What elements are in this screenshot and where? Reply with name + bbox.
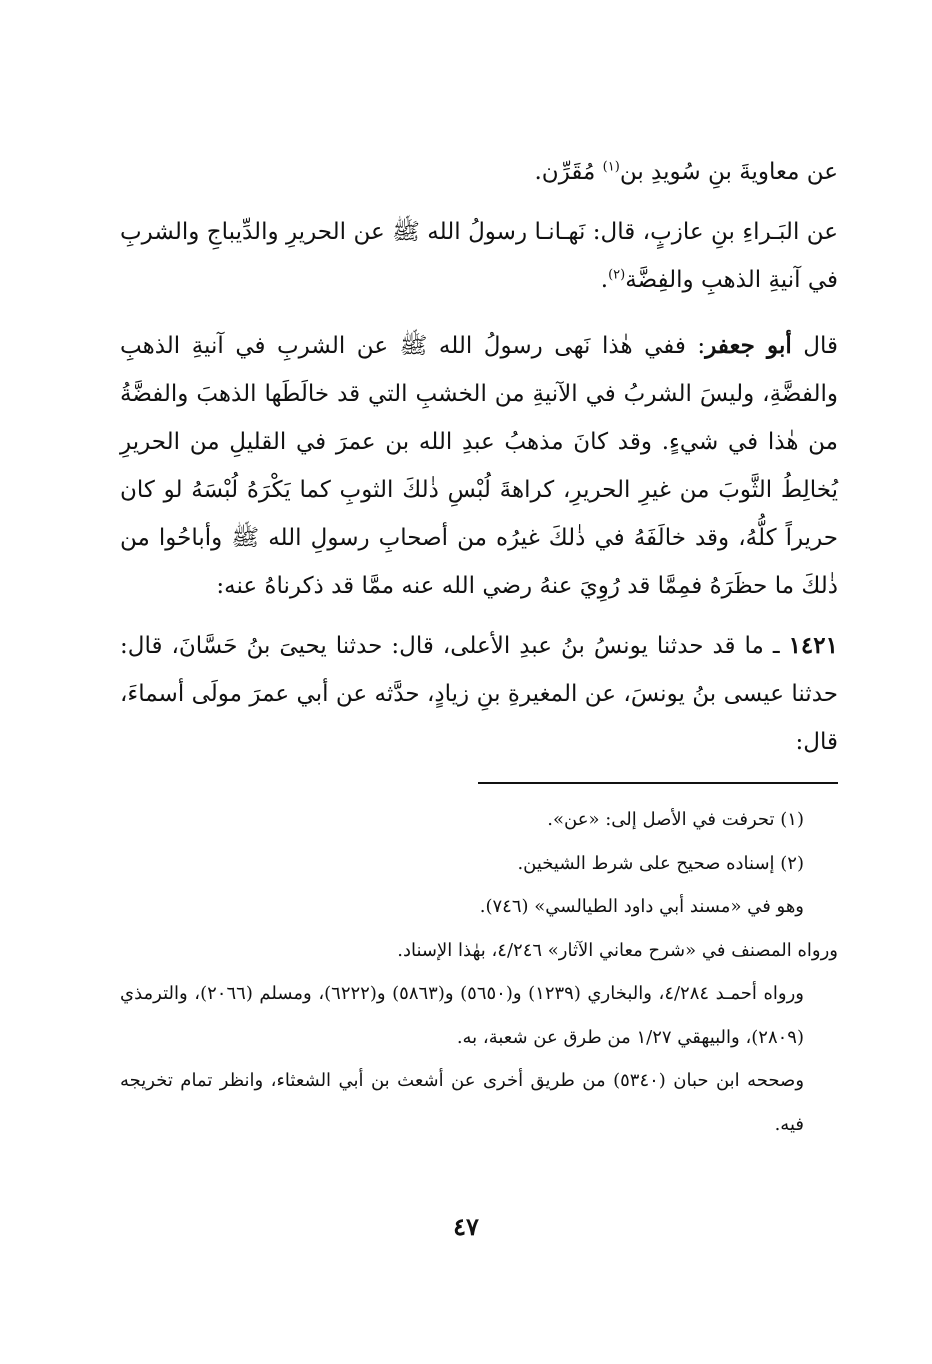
hadith-bara-text: عن البَـراءِ بنِ عازبٍ، قال: نَهـانـا رسولُ الله ﷺ عن الحريرِ والدِّيباجِ والشربِ في آنيةِ الذهبِ والفِضَّة: [120, 219, 838, 293]
footnotes: [120, 798, 838, 1146]
isnad-text-end: مُقَرِّن.: [534, 159, 603, 185]
commentary-speaker: أبو جعفر: [705, 332, 792, 359]
commentary-lead: قال: [803, 333, 838, 359]
hadith-bara-end: .: [600, 267, 609, 293]
main-text: [120, 148, 838, 766]
footnote-2-line: ورواه المصنف في «شرح معاني الآثار» ٤/٢٤٦، بهٰذا الإسناد.: [397, 939, 838, 961]
hadith-1421-text: ـ ما قد حدثنا يونسُ بنُ عبدِ الأعلى، قال: حدثنا يحيىَ بنُ حَسَّانَ، قال: حدثنا عيسى بنُ يونسَ، عن المغيرةِ بنِ زيادٍ، حدَّثه عن أبي عمرَ مولَى أسماءَ، قال:: [120, 633, 838, 755]
isnad-text: عن معاويةَ بنِ سُويدِ بن: [619, 159, 838, 185]
hadith-number: ١٤٢١: [788, 632, 838, 659]
footnote-2: (٢) إسناده صحيح على شرط الشيخين.: [517, 852, 804, 874]
footnote-ref-2[interactable]: (٢): [608, 267, 626, 283]
continued-isnad-line: [120, 148, 838, 196]
page-number: ٤٧: [453, 1212, 479, 1241]
footnote-2-line: وصححه ابن حبان (٥٣٤٠) من طريق أخرى عن أشعث بن أبي الشعثاء، وانظر تمام تخريجه فيه.: [120, 1070, 805, 1135]
commentary-text: : ففي هٰذا نَهى رسولُ الله ﷺ عن الشربِ في آنيةِ الذهبِ والفضَّةِ، وليسَ الشربُ في الآنيةِ من الخشبِ التي قد خالَطَها الذهبَ والفضَّةُ من هٰذا في شيءٍ. وقد كانَ مذهبُ عبدِ الله بن عمرَ في القليلِ من الحريرِ يُخالِطُ الثَّوبَ من غيرِ الحريرِ، كراهةَ لُبْسِ ذٰلكَ الثوبِ كما يَكْرَهُ لُبْسَهُ لو كان حريراً كلُّهُ، وقد خالَفَهُ في ذٰلكَ غيرُه من أصحابِ رسولِ الله ﷺ وأباحُوا من ذٰلكَ ما حظَرَهُ فمِمَّا قد رُوِيَ عنهُ رضي الله عنه ممَّا قد ذكرناهُ عنه:: [120, 333, 838, 599]
footnote-separator: [478, 782, 838, 784]
footnote-2-line: ورواه أحمـد ٤/٢٨٤، والبخاري (١٢٣٩) و(٥٦٥٠) و(٥٨٦٣) و(٦٢٢٢)، ومسلم (٢٠٦٦)، والترمذي (٢٨٠٩)، والبيهقي ١/٢٧ من طرق عن شعبة، به.: [120, 983, 804, 1048]
hadith-bara-paragraph: [120, 208, 838, 304]
page-body: [120, 148, 838, 1146]
hadith-1421-paragraph: [120, 622, 838, 766]
footnote-2-line: وهو في «مسند أبي داود الطيالسي» (٧٤٦).: [479, 896, 804, 917]
footnote-ref-1[interactable]: (١): [602, 159, 620, 175]
footnote-1: (١) تحرفت في الأصل إلى: «عن».: [547, 809, 804, 830]
commentary-paragraph: [120, 322, 838, 610]
